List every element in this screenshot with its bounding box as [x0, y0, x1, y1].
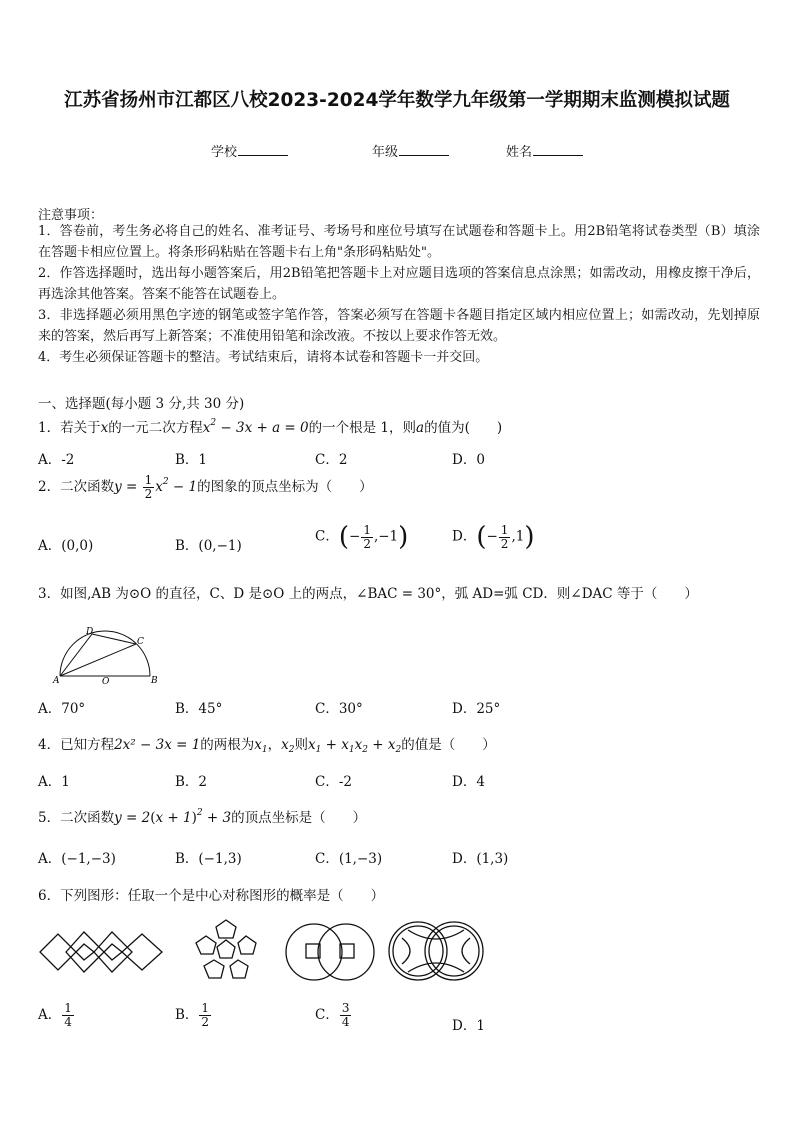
q2-option-d[interactable]: D．(− $\frac{1}{2}$ ,1) — [452, 522, 535, 552]
q6-figure-pentagons — [188, 916, 264, 986]
q5-option-a[interactable]: A．(−1,−3) — [38, 851, 116, 867]
name-blank — [533, 143, 583, 156]
q1-option-a[interactable]: A．-2 — [38, 452, 75, 468]
label-d: D — [86, 627, 94, 637]
q3-option-c[interactable]: C．30° — [315, 701, 363, 717]
q6-option-b[interactable]: B． $\frac{1}{2}$ — [175, 1001, 210, 1029]
grade-blank — [399, 143, 449, 156]
q1-equation: $x^2 - 3x + a = 0$ — [202, 418, 309, 436]
q6-option-a[interactable]: A． $\frac{1}{4}$ — [38, 1001, 72, 1029]
q4-option-a[interactable]: A．1 — [38, 774, 70, 790]
school-field: 学校 — [211, 141, 288, 160]
q4-option-c[interactable]: C．-2 — [315, 774, 352, 790]
q1-option-c[interactable]: C．2 — [315, 452, 348, 468]
question-5: 5．二次函数$y = 2(x + 1)^2 + 3$的顶点坐标是（ ） — [38, 808, 367, 826]
q6-option-d[interactable]: D．1 — [452, 1018, 485, 1034]
q3-option-d[interactable]: D．25° — [452, 701, 501, 717]
note-item-3: 3．非选择题必须用黑色字迹的钢笔或签字笔作答，答案必须写在答题卡各题目指定区域内相应位置上；如需改动，先划掉原来的答案，然后再写上新答案；不准使用铅笔和涂改液。不按以上要求作答无效。 — [38, 308, 760, 344]
q4-option-d[interactable]: D．4 — [452, 774, 485, 790]
q6-figure-diamond-knot — [38, 922, 168, 982]
q6-option-c[interactable]: C． $\frac{3}{4}$ — [315, 1001, 350, 1029]
page-title: 江苏省扬州市江都区八校2023-2024学年数学九年级第一学期期末监测模拟试题 — [64, 90, 730, 111]
q5-function: $y = 2(x + 1)^2 + 3$ — [114, 808, 232, 826]
q2-option-b[interactable]: B．(0,−1) — [175, 538, 242, 554]
q4-option-b[interactable]: B．2 — [175, 774, 208, 790]
q6-figure-coin-pattern — [388, 918, 484, 984]
q5-option-d[interactable]: D．(1,3) — [452, 851, 509, 867]
q1-option-b[interactable]: B．1 — [175, 452, 208, 468]
q3-option-a[interactable]: A．70° — [38, 701, 86, 717]
q2-function: y = $\frac{1}{2}$ $x^2 - 1$ — [114, 473, 198, 501]
note-item-1: 1．答卷前，考生务必将自己的姓名、准考证号、考场号和座位号填写在试题卷和答题卡上。用2B铅笔将试卷类型（B）填涂在答题卡相应位置上。将条形码粘贴在答题卡右上角"条形码粘贴处"。 — [38, 224, 760, 260]
label-b: B — [151, 676, 158, 686]
q5-option-b[interactable]: B．(−1,3) — [175, 851, 242, 867]
question-2: 2．二次函数y = $\frac{1}{2}$ $x^2 - 1$的图象的顶点坐标为（ ） — [38, 473, 373, 501]
grade-field: 年级 — [372, 141, 449, 160]
school-blank — [238, 143, 288, 156]
q3-circle-figure — [52, 622, 158, 687]
q1-option-d[interactable]: D．0 — [452, 452, 485, 468]
note-item-2: 2．作答选择题时，选出每小题答案后，用2B铅笔把答题卡上对应题目选项的答案信息点涂黑；如需改动，用橡皮擦干净后，再选涂其他答案。答案不能答在试题卷上。 — [38, 266, 760, 302]
section-heading: 一、选择题(每小题 3 分,共 30 分) — [38, 396, 245, 412]
label-c: C — [137, 637, 144, 647]
question-3: 3．如图,AB 为⊙O 的直径，C、D 是⊙O 上的两点，∠BAC = 30°，弧 AD=弧 CD．则∠DAC 等于（ ） — [38, 586, 698, 602]
question-1: 1．若关于x的一元二次方程$x^2 - 3x + a = 0$的一个根是 1，则a的值为( ) — [38, 418, 503, 436]
name-field: 姓名 — [506, 141, 583, 160]
question-4: 4．已知方程2x² − 3x = 1的两根为$x_1$，$x_2$则$x_1 + x_1x_2 + x_2$的值是（ ） — [38, 737, 496, 755]
q5-option-c[interactable]: C．(1,−3) — [315, 851, 383, 867]
q6-figure-circles-squares — [284, 920, 376, 984]
label-a: A — [53, 676, 60, 686]
label-o: O — [102, 677, 110, 687]
notes-heading: 注意事项： — [38, 208, 104, 223]
question-6: 6．下列图形：任取一个是中心对称图形的概率是（ ） — [38, 888, 385, 904]
q2-option-a[interactable]: A．(0,0) — [38, 538, 94, 554]
q3-option-b[interactable]: B．45° — [175, 701, 223, 717]
q2-option-c[interactable]: C．(− $\frac{1}{2}$ ,−1) — [315, 522, 409, 552]
note-item-4: 4．考生必须保证答题卡的整洁。考试结束后，请将本试卷和答题卡一并交回。 — [38, 350, 489, 365]
